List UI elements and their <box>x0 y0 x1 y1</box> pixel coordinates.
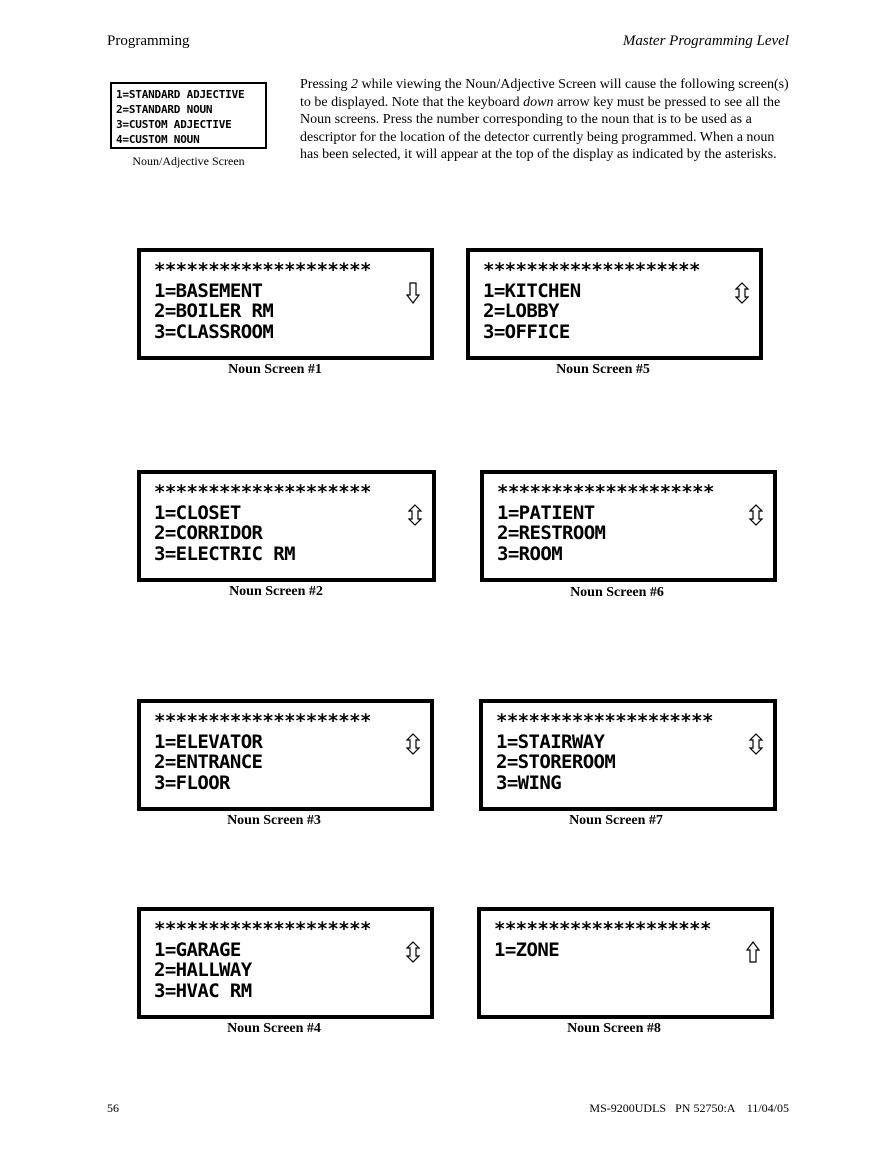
lcd-line: 2=RESTROOM <box>497 522 606 544</box>
noun-screen-caption: Noun Screen #7 <box>569 813 663 828</box>
lcd-line: 3=HVAC RM <box>154 979 252 1002</box>
lcd-stars: ******************** <box>154 918 371 940</box>
lcd-line: 1=PATIENT <box>497 501 595 524</box>
lcd-line: 1=KITCHEN <box>483 279 581 302</box>
lcd-line: 2=LOBBY <box>483 300 559 322</box>
noun-screen-7 <box>479 699 777 811</box>
down-arrow-icon <box>406 282 420 304</box>
header-section-title: Programming <box>107 33 190 49</box>
lcd-line: 1=STAIRWAY <box>496 730 605 753</box>
noun-screen-caption: Noun Screen #1 <box>228 362 322 377</box>
lcd-stars: ******************** <box>154 481 371 503</box>
up-down-arrow-icon <box>735 282 749 304</box>
noun-screen-6 <box>480 470 777 582</box>
lcd-line: 1=BASEMENT <box>154 279 263 302</box>
noun-screen-caption: Noun Screen #8 <box>567 1021 661 1036</box>
lcd-line: 2=HALLWAY <box>154 959 252 981</box>
noun-screen-caption: Noun Screen #2 <box>229 584 323 599</box>
mini-screen-line: 4=CUSTOM NOUN <box>116 133 200 146</box>
lcd-line: 2=ENTRANCE <box>154 751 263 773</box>
lcd-line: 1=CLOSET <box>154 501 241 524</box>
lcd-stars: ******************** <box>494 918 711 940</box>
lcd-line: 3=OFFICE <box>483 320 570 343</box>
noun-screen-4 <box>137 907 434 1019</box>
up-down-arrow-icon <box>749 733 763 755</box>
up-down-arrow-icon <box>406 941 420 963</box>
lcd-line: 3=CLASSROOM <box>154 320 274 343</box>
noun-screen-3 <box>137 699 434 811</box>
lcd-line: 3=ELECTRIC RM <box>154 542 295 565</box>
noun-adjective-screen <box>110 82 267 149</box>
noun-screen-caption: Noun Screen #6 <box>570 585 664 600</box>
lcd-line: 1=ELEVATOR <box>154 730 263 753</box>
lcd-line: 3=WING <box>496 771 562 794</box>
lcd-line: 2=STOREROOM <box>496 751 616 773</box>
lcd-line: 1=ZONE <box>494 938 560 961</box>
lcd-line: 3=FLOOR <box>154 771 230 794</box>
lcd-stars: ******************** <box>496 710 713 732</box>
lcd-stars: ******************** <box>154 710 371 732</box>
up-down-arrow-icon <box>408 504 422 526</box>
lcd-line: 1=GARAGE <box>154 938 241 961</box>
noun-screen-1 <box>137 248 434 360</box>
intro-paragraph: Pressing 2 while viewing the Noun/Adjective Screen will cause the following screen(s) to be displayed. Note that the keyboard down arrow key must be pressed to see all the Noun screens. Press the number corresponding to the noun that is to be used as a descriptor for the location of the detector currently being programmed. When a noun has been selected, it will appear at the top of the display as indicated by the asterisks. <box>300 77 789 162</box>
page-number: 56 <box>107 1101 119 1115</box>
noun-adjective-screen-caption: Noun/Adjective Screen <box>132 154 245 168</box>
up-arrow-icon <box>746 941 760 963</box>
document-id: MS-9200UDLS PN 52750:A 11/04/05 <box>589 1101 789 1115</box>
mini-screen-line: 1=STANDARD ADJECTIVE <box>116 88 245 101</box>
noun-screen-2 <box>137 470 436 582</box>
noun-screen-8 <box>477 907 774 1019</box>
noun-screen-caption: Noun Screen #3 <box>227 813 321 828</box>
lcd-stars: ******************** <box>497 481 714 503</box>
mini-screen-line: 2=STANDARD NOUN <box>116 103 213 116</box>
up-down-arrow-icon <box>406 733 420 755</box>
lcd-line: 2=BOILER RM <box>154 300 274 322</box>
mini-screen-line: 3=CUSTOM ADJECTIVE <box>116 118 232 131</box>
noun-screen-caption: Noun Screen #4 <box>227 1021 321 1036</box>
header-chapter-title: Master Programming Level <box>622 33 789 49</box>
lcd-line: 2=CORRIDOR <box>154 522 263 544</box>
lcd-stars: ******************** <box>483 259 700 281</box>
lcd-line: 3=ROOM <box>497 542 563 565</box>
up-down-arrow-icon <box>749 504 763 526</box>
lcd-stars: ******************** <box>154 259 371 281</box>
noun-screen-5 <box>466 248 763 360</box>
noun-screen-caption: Noun Screen #5 <box>556 362 650 377</box>
